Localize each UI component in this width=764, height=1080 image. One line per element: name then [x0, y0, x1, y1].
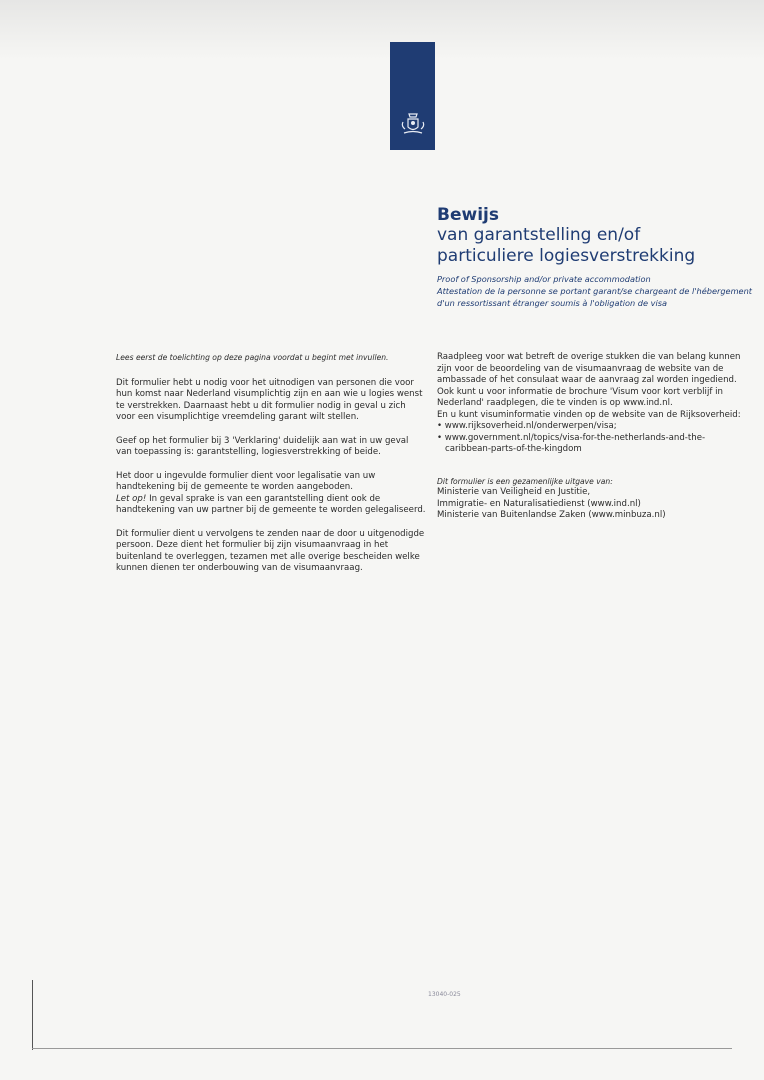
- scan-edge-left: [32, 980, 33, 1050]
- coat-of-arms-icon: [399, 112, 427, 136]
- publisher-ministry-justice: Ministerie van Veiligheid en Justitie,: [437, 487, 591, 497]
- link-rijksoverheid[interactable]: • www.rijksoverheid.nl/onderwerpen/visa;: [437, 421, 617, 431]
- warning-label: Let op!: [116, 493, 147, 504]
- legalisation-text: Het door u ingevulde formulier dient voor legalisatie van uw handtekening bij de gemeente te worden aangeboden.: [116, 470, 376, 492]
- instructions-right-column: [437, 352, 747, 522]
- intro-note: Lees eerst de toelichting op deze pagina voordat u begint met invullen.: [116, 353, 389, 362]
- scan-edge-bottom: [32, 1048, 732, 1049]
- paragraph-legalisation: [116, 471, 426, 517]
- document-title: Bewijs: [437, 205, 499, 225]
- publisher-ministry-foreign-affairs: Ministerie van Buitenlandse Zaken (www.minbuza.nl): [437, 510, 666, 520]
- government-logo: [390, 42, 435, 150]
- title-english: Proof of Sponsorship and/or private accommodation: [437, 274, 651, 284]
- legalisation-partner-text: In geval sprake is van een garantstelling dient ook de handtekening van uw partner bij de gemeente te worden gelegaliseerd.: [116, 493, 426, 515]
- paragraph-declaration: Geef op het formulier bij 3 'Verklaring' duidelijk aan wat in uw geval van toepassing is: garantstelling, logiesverstrekking of beide.: [116, 435, 409, 457]
- paragraph-sending: Dit formulier dient u vervolgens te zenden naar de door u uitgenodigde persoon. Deze dient het formulier bij zijn visumaanvraag in het buitenland te overleggen, tezamen met alle overige bescheiden welke kunnen dienen ter onderbouwing van de visumaanvraag.: [116, 528, 425, 573]
- scan-shading: [0, 0, 764, 60]
- paragraph-purpose: Dit formulier hebt u nodig voor het uitnodigen van personen die voor hun komst naar Nederland visumplichtig zijn en aan wie u logies wenst te verstrekken. Daarnaast hebt u dit formulier nodig in geval u zich voor een visumplichtige vreemdeling garant wilt stellen.: [116, 377, 423, 422]
- document-subtitle-line2: particuliere logiesverstrekking: [437, 246, 696, 266]
- link-government[interactable]: • www.government.nl/topics/visa-for-the-netherlands-and-the-caribbean-parts-of-the-kingdom: [437, 432, 706, 454]
- instructions-left-column: [116, 352, 426, 587]
- document-subtitle-line1: van garantstelling en/of: [437, 225, 641, 245]
- paragraph-other-documents: Raadpleeg voor wat betreft de overige stukken die van belang kunnen zijn voor de beoordeling van de visumaanvraag de website van de ambassade of het consulaat waar de aanvraag zal worden ingediend. Ook kunt u voor informatie de brochure 'Visum voor kort verblijf in Nederland' raadplegen, die te vinden is op www.ind.nl.: [437, 352, 741, 408]
- title-french-line1: Attestation de la personne se portant garant/se chargeant de l'hébergement: [437, 286, 752, 296]
- title-french-line2: d'un ressortissant étranger soumis à l'obligation de visa: [437, 298, 668, 308]
- paragraph-visa-info: En u kunt visuminformatie vinden op de website van de Rijksoverheid:: [437, 409, 741, 420]
- document-title-block: [437, 205, 757, 309]
- publisher-intro: Dit formulier is een gezamenlijke uitgave van:: [437, 476, 613, 486]
- form-code: 13040-025: [428, 991, 461, 998]
- publisher-ind: Immigratie- en Naturalisatiedienst (www.ind.nl): [437, 498, 641, 509]
